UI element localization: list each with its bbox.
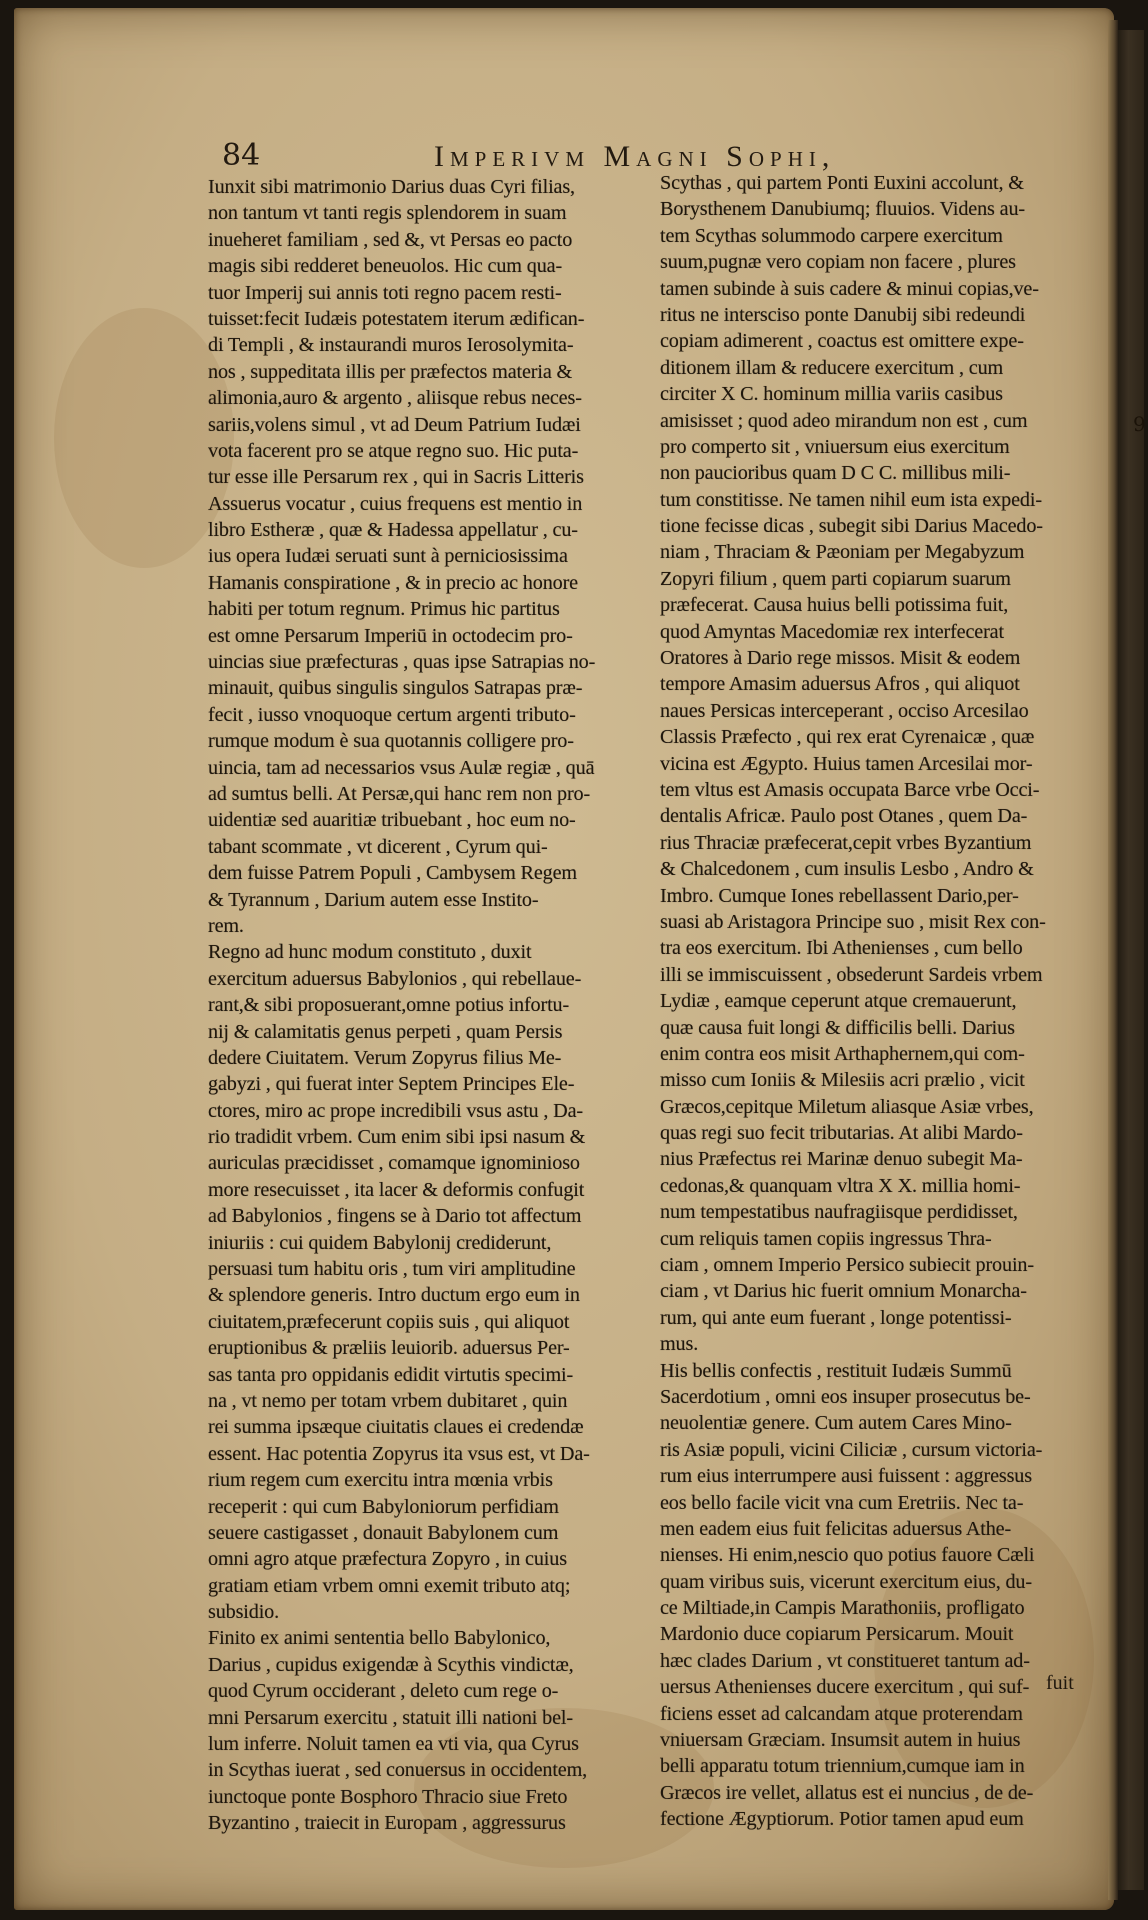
text-line: habiti per totum regnum. Primus hic partitus [208,598,560,621]
text-line: Græcos,cepitque Miletum aliasque Asiæ vrbes, [660,1095,1034,1118]
text-line: more resecuisset , ita lacer & deformis confugit [208,1178,585,1201]
text-line: uersus Athenienses ducere exercitum , qui suf- [660,1676,1030,1699]
catchword: fuit [1046,1672,1074,1694]
text-line: Hamanis conspiratione , & in precio ac honore [208,571,578,594]
text-line: uincia, tam ad necessarios vsus Aulæ regiæ , quā [208,756,595,779]
text-line: vniuersam Græciam. Insumsit autem in huius [660,1729,1021,1752]
paper-stain [54,308,234,568]
text-line: Darius , cupidus exigendæ à Scythis vindictæ, [208,1653,574,1676]
text-line: ciuitatem,præfecerunt copiis suis , qui aliquot [208,1310,570,1333]
text-line: tur esse ille Persarum rex , qui in Sacris Litteris [208,466,584,489]
text-line: rum, qui ante eum fuerant , longe potentissi- [660,1306,1012,1329]
text-line: illi se immiscuissent , obsederunt Sardeis vrbem [660,963,1043,986]
text-line: receperit : qui cum Babyloniorum perfidiam [208,1495,559,1518]
text-line: enim contra eos misit Arthaphernem,qui com- [660,1042,1025,1065]
text-line: tempore Amasim aduersus Afros , qui aliquot [660,673,1020,696]
text-line: rum eius interrumpere ausi fuissent : aggressus [660,1465,1032,1488]
text-line: rumque modum è sua quotannis colligere pro- [208,730,574,753]
text-line: Scythas , qui partem Ponti Euxini accolunt, & [660,172,1024,194]
text-line: ris Asiæ populi, vicini Ciliciæ , cursum victoria- [660,1438,1043,1461]
text-line: Oratores à Dario rege missos. Misit & eodem [660,647,1021,670]
text-line: Græcos ire vellet, allatus est ei nuncius , de de- [660,1781,1034,1804]
text-line: nius Præfectus rei Marinæ denuo subegit Ma- [660,1148,1023,1171]
text-line: belli apparatu totum triennium,cumque iam in [660,1755,1025,1778]
text-line: tabant scommate , vt dicerent , Cyrum qui- [208,835,548,858]
text-line: essent. Hac potentia Zopyrus ita vsus est, vt Da- [208,1442,590,1465]
text-line: quod Amyntas Macedomiæ rex interfecerat [660,620,1004,643]
text-line: suum,pugnæ vero copiam non facere , plures [660,251,1016,274]
text-line: Sacerdotium , omni eos insuper prosecutus be- [660,1385,1031,1408]
next-page-fragment: 9 [1133,412,1146,436]
text-line: dedere Ciuitatem. Verum Zopyrus filius Me- [208,1046,562,1069]
text-line: Assuerus vocatur , cuius frequens est mentio in [208,492,583,515]
text-line: ad Babylonios , fingens se à Dario tot affectum [208,1205,582,1228]
text-line: seuere castigasset , donauit Babylonem cum [208,1521,559,1544]
text-line: neuolentiæ genere. Cum autem Cares Mino- [660,1412,1012,1435]
page-edge [1108,20,1118,1900]
text-line: Finito ex animi sententia bello Babylonico, [208,1627,551,1650]
text-line: di Templi , & instaurandi muros Ierosolymita- [208,334,574,357]
text-line: pro comperto sit , vniuersum eius exercitum [660,435,1010,458]
text-line: rius Thraciæ præfecerat,cepit vrbes Byzantium [660,831,1032,854]
text-line: exercitum aduersus Babylonios , qui rebellaue- [208,967,582,990]
text-line: sariis,volens simul , vt ad Deum Patrium Iudæi [208,413,581,436]
text-line: & Chalcedonem , cum insulis Lesbo , Andro & [660,858,1034,881]
text-line: num tempestatibus naufragiisque perdidisset, [660,1201,1018,1224]
text-line: Imbro. Cumque Iones rebellassent Dario,per- [660,884,1019,907]
text-line: iniuriis : cui quidem Babylonij crediderunt, [208,1231,552,1254]
right-text-column [660,170,1092,1833]
text-line: rio tradidit vrbem. Cum enim sibi ipsi nasum & [208,1126,586,1149]
text-line: ritus ne intersciso ponte Danubij sibi redeundi [660,303,1026,326]
text-line: cum reliquis tamen copiis ingressus Thra- [660,1227,992,1250]
text-line: quod Cyrum occiderant , deleto cum rege o- [208,1680,559,1703]
text-line: na , vt nemo per totam vrbem dubitaret , quin [208,1389,568,1412]
text-line: mni Persarum exercitu , statuit illi nationi bel- [208,1706,573,1729]
text-line: & Tyrannum , Darium autem esse Instito- [208,888,539,911]
text-line: naues Persicas interceperant , occiso Arcesilao [660,699,1029,722]
text-line: sas tanta pro oppidanis edidit virtutis specimi- [208,1363,574,1386]
text-line: mus. [660,1333,699,1356]
text-line: est omne Persarum Imperiū in octodecim pro- [208,624,573,647]
text-line: Iunxit sibi matrimonio Darius duas Cyri filias, [208,176,575,198]
text-line: ciam , vt Darius hic fuerit omnium Monarcha- [660,1280,1027,1303]
text-line: tem vltus est Amasis occupata Barce vrbe Occi- [660,778,1040,801]
text-line: tuisset:fecit Iudæis potestatem iterum ædifican- [208,307,585,330]
text-line: niam , Thraciam & Pæoniam per Megabyzum [660,541,1025,564]
text-line: nos , suppeditata illis per præfectos materia & [208,360,573,383]
text-line: lum inferre. Noluit tamen ea vti via, qua Cyrus [208,1733,579,1756]
text-line: rei summa ipsæque ciuitatis claues ei credendæ [208,1416,584,1439]
text-line: quam viribus suis, vicerunt exercitum eius, du- [660,1570,1032,1593]
text-line: auriculas præcidisset , comamque ignominioso [208,1152,580,1175]
text-line: rant,& sibi proposuerant,omne potius infortu- [208,994,570,1017]
page-number: 84 [222,138,261,173]
left-text-column [208,174,660,1837]
text-line: Lydiæ , eamque ceperunt atque cremauerunt, [660,990,1017,1013]
text-line: dentalis Africæ. Paulo post Otanes , quem Da- [660,805,1028,828]
text-line: præfecerat. Causa huius belli potissima fuit, [660,594,1009,617]
text-line: eruptionibus & præliis leuiorib. aduersus Per- [208,1337,570,1360]
text-line: ce Miltiade,in Campis Marathoniis, profligato [660,1597,1025,1620]
text-line: quæ causa fuit longi & difficilis belli. Darius [660,1016,1015,1039]
text-line: tione fecisse dicas , subegit sibi Darius Macedo- [660,515,1043,538]
text-line: hæc clades Darium , vt constitueret tantum ad- [660,1649,1030,1672]
text-line: non paucioribus quam D C C. millibus mili- [660,462,1011,485]
text-line: gabyzi , qui fuerat inter Septem Principes Ele- [208,1073,575,1096]
text-line: Zopyri filium , quem parti copiarum suarum [660,567,1011,590]
text-line: ciam , omnem Imperio Persico subiecit prouin- [660,1254,1034,1277]
text-line: uidentiæ sed auaritiæ tribuebant , hoc eum no- [208,809,576,832]
text-line: inueheret familiam , sed &, vt Persas eo pacto [208,228,573,251]
text-line: fecit , iusso vnoquoque certum argenti tributo- [208,703,576,726]
text-line: ctores, miro ac prope incredibili vsus astu , Da- [208,1099,583,1122]
text-line: nienses. Hi enim,nescio quo potius fauore Cæli [660,1544,1035,1567]
text-line: ius opera Iudæi seruati sunt à perniciosissima [208,545,568,568]
text-line: His bellis confectis , restituit Iudæis Summū [660,1359,1012,1382]
text-line: non tantum vt tanti regis splendorem in suam [208,202,567,225]
text-line: quas regi suo fecit tributarias. At alibi Mardo- [660,1122,1023,1145]
text-line: in Scythas iuerat , sed conuersus in occidentem, [208,1759,588,1782]
text-line: ad sumtus belli. At Persæ,qui hanc rem non pro- [208,782,591,805]
text-line: magis sibi redderet beneuolos. Hic cum qua- [208,255,563,278]
text-line: tuor Imperij sui annis toti regno pacem resti- [208,281,562,304]
text-line: men eadem eius fuit felicitas aduersus Athe- [660,1517,1012,1540]
text-line: Mardonio duce copiarum Persicarum. Mouit [660,1623,1014,1646]
text-line: cedonas,& quanquam vltra X X. millia homi- [660,1174,1021,1197]
text-line: circiter X C. hominum millia variis casibus [660,383,1003,406]
text-line: minauit, quibus singulis singulos Satrapas præ- [208,677,583,700]
text-line: persuasi tum habitu oris , tum viri amplitudine [208,1258,576,1281]
text-line: fectione Ægyptiorum. Potior tamen apud eum [660,1808,1024,1831]
next-page-sliver [1118,30,1144,1890]
text-line: tum constitisse. Ne tamen nihil eum ista expedi- [660,488,1042,511]
text-line: amisisset ; quod adeo mirandum non est , cum [660,409,1028,432]
text-line: & splendore generis. Intro ductum ergo eum in [208,1284,580,1307]
text-line: Borysthenem Danubiumq; fluuios. Videns au- [660,198,1025,221]
text-line: gratiam etiam vrbem omni exemit tributo atq; [208,1574,571,1597]
text-line: tem Scythas solummodo carpere exercitum [660,224,1003,247]
text-line: Classis Præfecto , qui rex erat Cyrenaicæ , quæ [660,726,1035,749]
text-line: Byzantino , traiecit in Europam , aggressurus [208,1812,566,1835]
text-line: nij & calamitatis genus perpeti , quam Persis [208,1020,563,1043]
text-line: libro Estheræ , quæ & Hadessa appellatur , cu- [208,519,578,542]
text-line: Regno ad hunc modum constituto , duxit [208,941,532,964]
text-line: vicina est Ægypto. Huius tamen Arcesilai mor- [660,752,1033,775]
text-line: ditionem illam & reducere exercitum , cum [660,356,1004,379]
text-line: suasi ab Aristagora Principe suo , misit Rex con- [660,910,1046,933]
running-title: Imperivm Magni Sophi, [434,140,836,173]
text-line: rem. [208,914,244,937]
text-line: omni agro atque præfectura Zopyro , in cuius [208,1548,567,1571]
text-line: dem fuisse Patrem Populi , Cambysem Regem [208,862,577,885]
text-line: vota facerent pro se atque regno suo. Hic puta- [208,439,579,462]
text-line: rium regem cum exercitu intra mœnia vrbis [208,1469,553,1492]
text-line: alimonia,auro & argento , aliisque rebus neces- [208,387,582,410]
text-line: subsidio. [208,1601,280,1624]
text-line: tamen subinde à suis cadere & minui copias,ve- [660,277,1039,300]
text-line: iunctoque ponte Bosphoro Thracio siue Freto [208,1785,568,1808]
text-line: misso cum Ioniis & Milesiis acri prælio , vicit [660,1069,1025,1092]
text-line: tra eos exercitum. Ibi Athenienses , cum bello [660,937,1023,960]
text-line: uincias siue præfecturas , quas ipse Satrapias no- [208,651,596,674]
text-line: copiam adimerent , coactus est omittere expe- [660,330,1024,353]
text-line: ficiens esset ad calcandam atque proterendam [660,1702,1023,1725]
text-line: eos bello facile vicit vna cum Eretriis. Nec ta- [660,1491,1024,1514]
